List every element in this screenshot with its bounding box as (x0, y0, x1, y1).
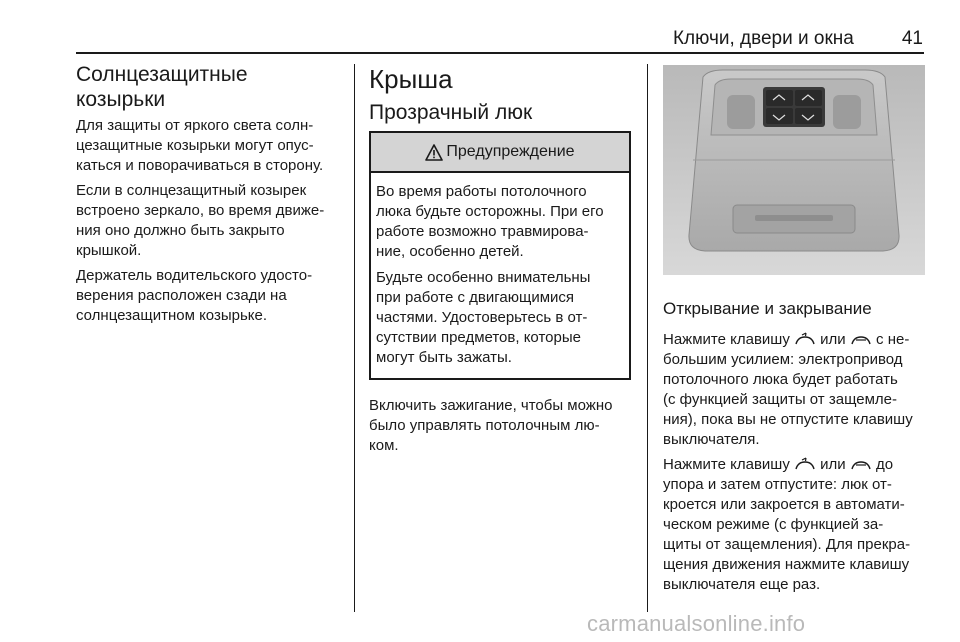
column-sun-visors (76, 62, 346, 331)
paragraph-vanity-mirror: Если в солнцезащитный козырек встроено зеркало, во время движе- ния оно должно быть закрыто крышкой. (76, 182, 325, 259)
warning-paragraph-2: Будьте особенно внимательны при работе с двигающимися частями. Удостоверьтесь в от- сутствии предметов, которые могут быть зажаты. (376, 269, 591, 366)
page-number: 41 (901, 28, 923, 49)
paragraph-manual-operation: Нажмите клавишу или с не- большим усилием: электропривод потолочного люка будет работать (с функцией защиты от защемле- ния), пока вы не отпустите клавишу выключателя. (663, 331, 913, 448)
chapter-title: Ключи, двери и окна (672, 28, 854, 49)
overhead-console-photo (663, 65, 925, 275)
warning-paragraph-1: Во время работы потолочного люка будьте осторожны. При его работе возможно травмирова- ние, особенно детей. (376, 183, 604, 260)
sunroof-close-icon (850, 457, 872, 471)
column-divider-1 (354, 64, 355, 612)
sunroof-close-icon (850, 332, 872, 346)
paragraph-sun-visor-use: Для защиты от яркого света солн- цезащитные козырьки могут опус- каться и поворачиваться в сторону. (76, 117, 324, 174)
section-title-roof: Крыша (369, 64, 453, 94)
warning-header (371, 133, 629, 173)
header-rule (76, 52, 924, 54)
section-title-open-close: Открывание и закрывание (663, 299, 872, 318)
paragraph-ignition: Включить зажигание, чтобы можно было управлять потолочным лю- ком. (369, 397, 613, 454)
column-divider-2 (647, 64, 648, 612)
warning-body (371, 173, 629, 378)
page-header (76, 28, 923, 50)
paragraph-automatic-operation: Нажмите клавишу или до упора и затем отпустите: люк от- кроется или закроется в автомати- ческом режиме (с функцией за- щиты от защемления). Для прекра- щения движения нажмите клавишу выключателя еще раз. (663, 456, 911, 593)
sunroof-open-icon (794, 332, 816, 346)
sunroof-open-icon (794, 457, 816, 471)
warning-box (369, 131, 631, 380)
watermark-link[interactable]: carmanualsonline.info (587, 611, 806, 636)
section-heading-sun-visors: Солнцезащитные козырьки (76, 63, 248, 111)
column-open-close (663, 62, 925, 600)
paragraph-license-holder: Держатель водительского удосто- верения расположен сзади на солнцезащитном козырьке. (76, 267, 313, 324)
warning-label: Предупреждение (446, 143, 575, 160)
column-roof (369, 62, 631, 461)
subsection-title-sunroof: Прозрачный люк (369, 101, 533, 124)
warning-triangle-icon (425, 144, 443, 161)
